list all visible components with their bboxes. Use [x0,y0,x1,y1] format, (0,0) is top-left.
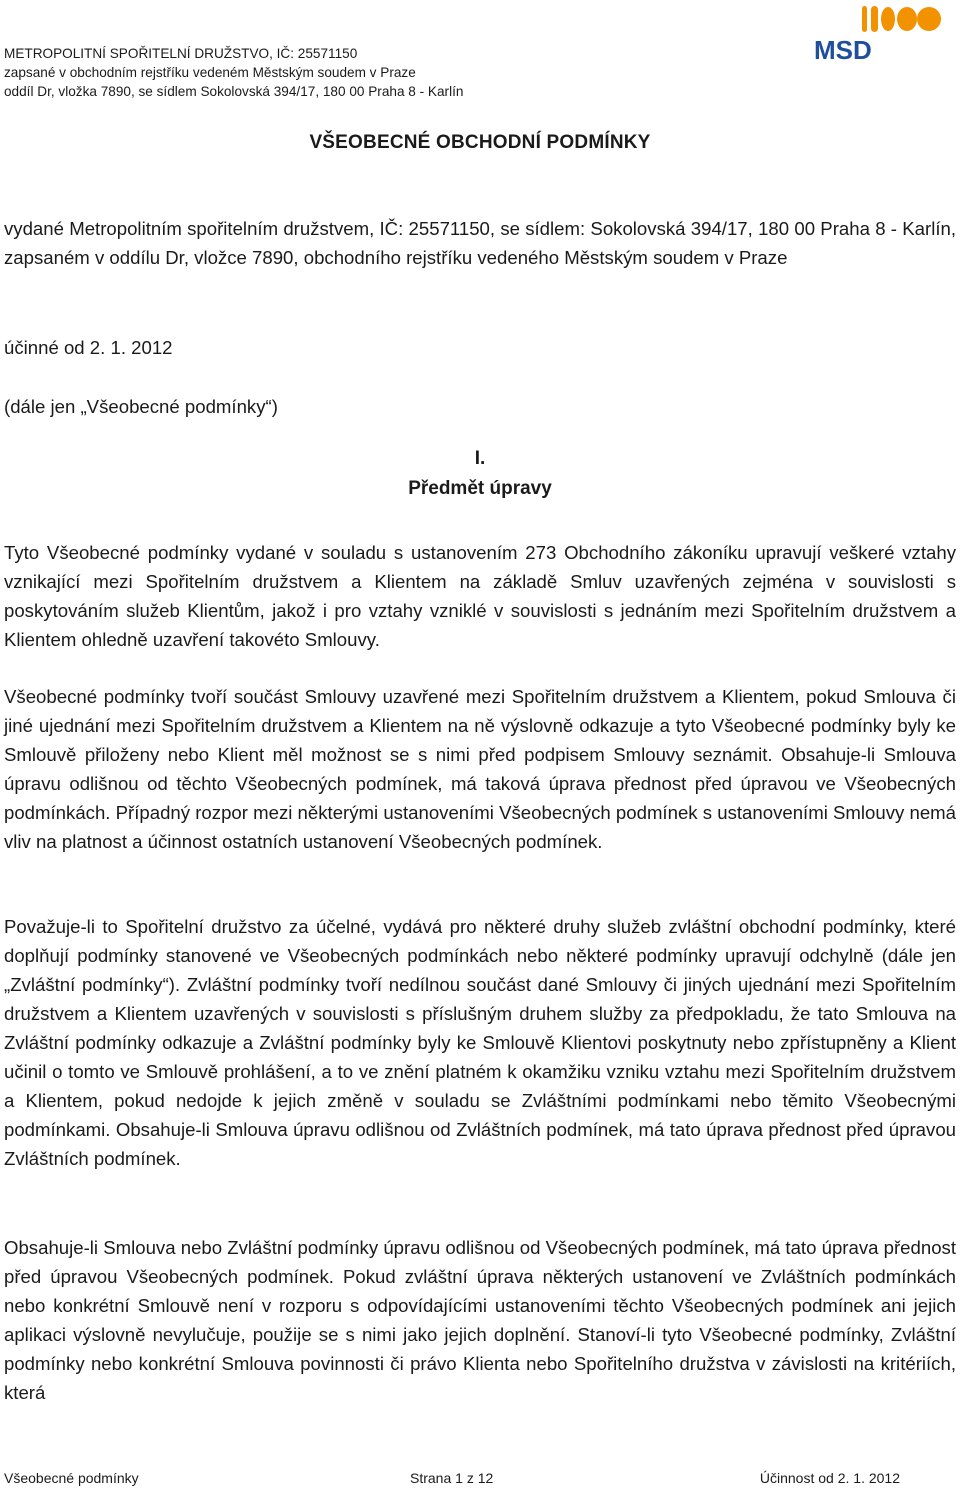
footer-page-number: Strana 1 z 12 [410,1470,494,1486]
effective-date: účinné od 2. 1. 2012 [4,337,173,358]
logo-oval-1 [881,7,895,31]
footer-effective-date: Účinnost od 2. 1. 2012 [759,1470,900,1486]
logo-text: MSD [814,35,872,64]
section-number: I. [474,448,486,469]
company-address-line: oddíl Dr, vložka 7890, se sídlem Sokolovská 394/17, 180 00 Praha 8 - Karlín [4,84,464,99]
company-header [4,44,764,101]
logo-bar-1 [862,6,867,32]
paragraph: Obsahuje-li Smlouva nebo Zvláštní podmínky úpravu odlišnou od Všeobecných podmínek, má tato úprava přednost před úpravou Všeobecných podmínek. Pokud zvláštní úprava některých ustanovení ve Zvláštních podmínkách nebo konkrétní Smlouvě není v rozporu s odpovídajícími ustanoveními těchto Všeobecných podmínek ani jejich aplikaci výslovně nevylučuje, použije se s nimi jako jejich doplnění. Stanoví-li tyto Všeobecné podmínky, Zvláštní podmínky nebo konkrétní Smlouva povinnosti či právo Klienta nebo Spořitelního družstva v závislosti na kritériích, která [4,1237,956,1403]
logo-oval-2 [897,7,917,31]
paragraph: Tyto Všeobecné podmínky vydané v souladu s ustanovením 273 Obchodního zákoníku upravují veškeré vztahy vznikající mezi Spořitelním družstvem a Klientem na základě Smluv uzavřených zejména v souvislosti s poskytováním služeb Klientům, jakož i pro vztahy vzniklé v souvislosti s jednáním mezi Spořitelním družstvem a Klientem ohledně uzavření takovéto Smlouvy. [4,542,956,650]
paragraph: Považuje-li to Spořitelní družstvo za účelné, vydává pro některé druhy služeb zvláštní obchodní podmínky, které doplňují podmínky stanovené ve Všeobecných podmínkách nebo některé podmínky upravují odchylně (dále jen „Zvláštní podmínky“). Zvláštní podmínky tvoří nedílnou součást dané Smlouvy či jiných ujednání mezi Spořitelním družstvem a Klientem uzavřených v souvislosti s příslušným druhem služby za předpokladu, že tato Smlouva na Zvláštní podmínky odkazuje a Zvláštní podmínky byly ke Smlouvě Klientovi poskytnuty nebo zpřístupněny a Klient učinil o tomto ve Smlouvě prohlášení, a to ve znění platném k okamžiku vzniku vztahu mezi Spořitelním družstvem a Klientem, pokud nedojde k jejich změně v souladu se Zvláštními podmínkami nebo těmito Všeobecnými podmínkami. Obsahuje-li Smlouva úpravu odlišnou od Zvláštních podmínek, má tato úprava přednost před úpravou Zvláštních podmínek. [4,916,956,1169]
document-alias: (dále jen „Všeobecné podmínky“) [4,396,278,417]
section-title: Předmět úpravy [408,478,552,499]
company-registry-line: zapsané v obchodním rejstříku vedeném Městským soudem v Praze [4,65,416,80]
logo-bar-2 [871,6,878,32]
footer-doc-name: Všeobecné podmínky [4,1470,139,1486]
paragraph: Všeobecné podmínky tvoří součást Smlouvy uzavřené mezi Spořitelním družstvem a Klientem, pokud Smlouva či jiné ujednání mezi Spořitelním družstvem a Klientem na ně výslovně odkazuje a tyto Všeobecné podmínky byly ke Smlouvě přiloženy nebo Klient měl možnost se s nimi před podpisem Smlouvy seznámit. Obsahuje-li Smlouva úpravu odlišnou od těchto Všeobecných podmínek, má taková úprava přednost před úpravou ve Všeobecných podmínkách. Případný rozpor mezi některými ustanoveními Všeobecných podmínek s ustanoveními Smlouvy nemá vliv na platnost a účinnost ostatních ustanovení Všeobecných podmínek. [4,686,956,852]
document-title: VŠEOBECNÉ OBCHODNÍ PODMÍNKY [309,132,651,153]
document-intro: vydané Metropolitním spořitelním družstvem, IČ: 25571150, se sídlem: Sokolovská 394/17, 180 00 Praha 8 - Karlín, zapsaném v oddílu Dr, vložce 7890, obchodního rejstříku vedeného Městským soudem v Praze [4,218,956,268]
logo-circle [917,7,941,31]
company-name-line: METROPOLITNÍ SPOŘITELNÍ DRUŽSTVO, IČ: 25571150 [4,46,358,61]
msd-logo-graphic [812,4,944,64]
msd-logo [812,4,944,64]
